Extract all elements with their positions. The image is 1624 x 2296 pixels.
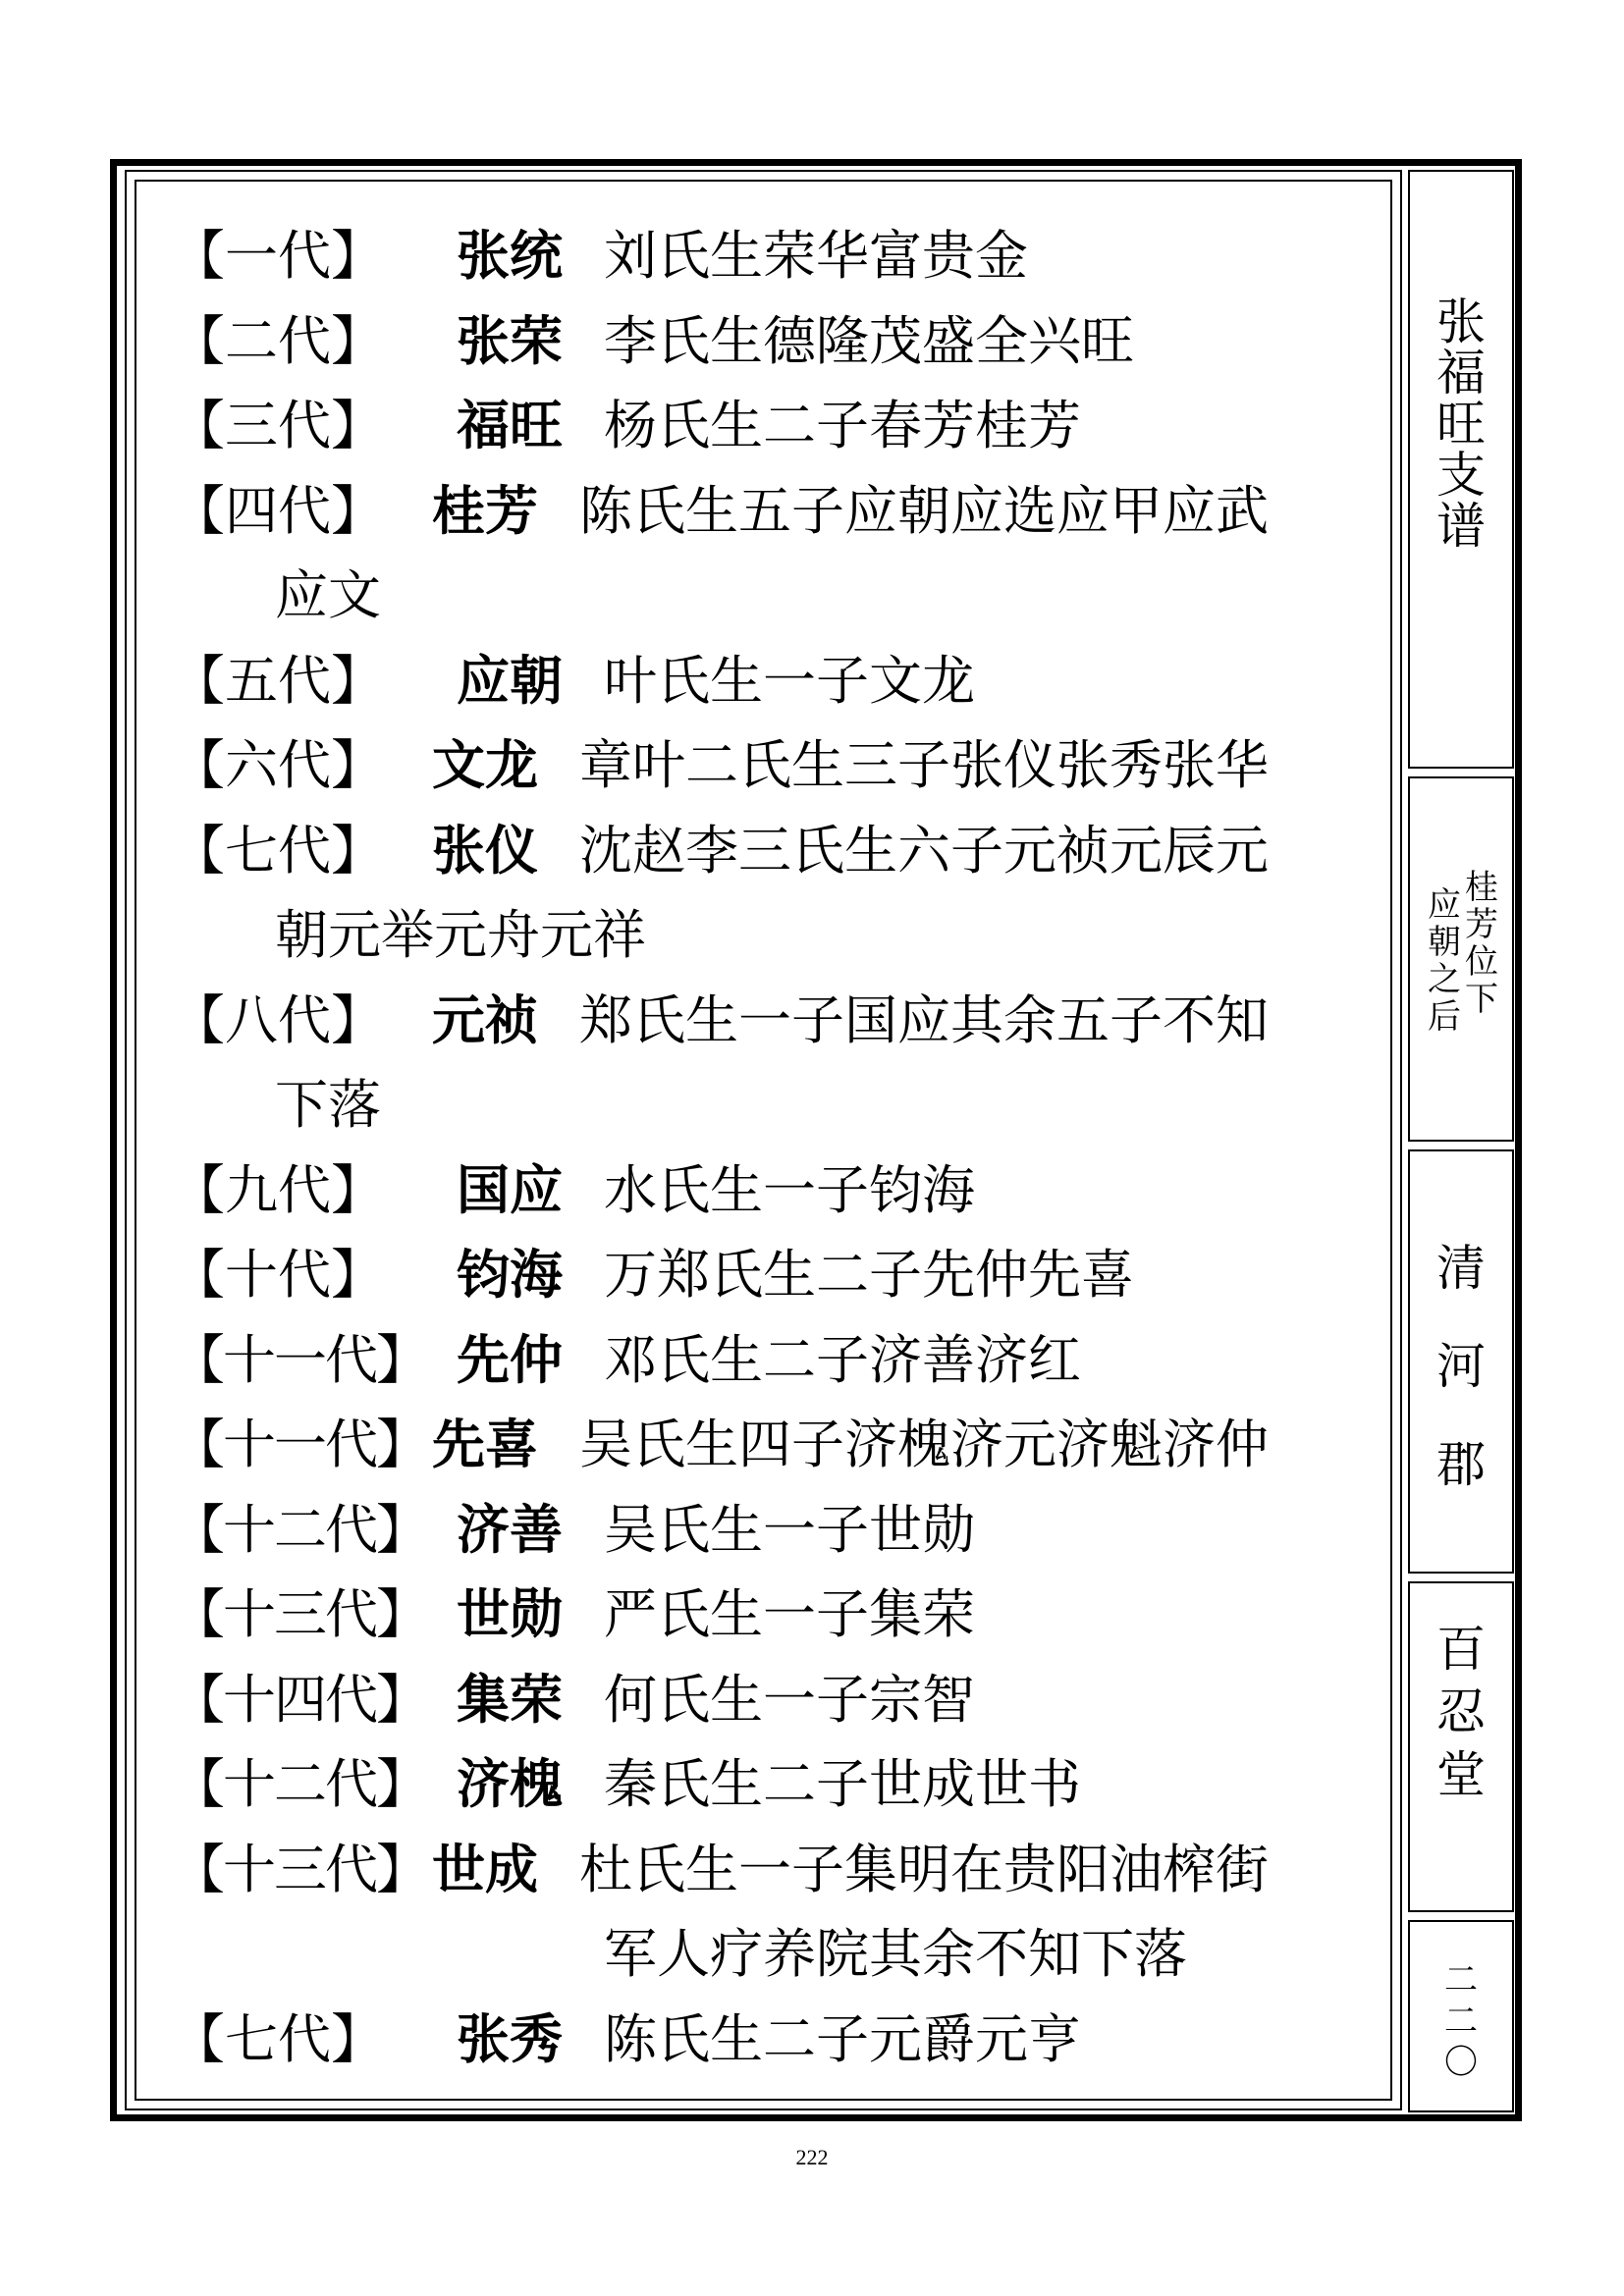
person-name: 桂芳 bbox=[432, 479, 538, 542]
entry-continuation: 军人疗养院其余不知下落 bbox=[604, 1923, 1187, 1985]
sidebar-char: 之 bbox=[1428, 960, 1461, 999]
entry-description: 水氏生一子钧海 bbox=[604, 1158, 975, 1221]
entry-description: 严氏生一子集荣 bbox=[604, 1583, 975, 1645]
sidebar-char: 下 bbox=[1465, 980, 1498, 1019]
person-name: 集荣 bbox=[457, 1668, 563, 1731]
entry-description: 章叶二氏生三子张仪张秀张华 bbox=[579, 734, 1269, 796]
entry-line bbox=[172, 1658, 1389, 1743]
entry-description: 万郑氏生二子先仲先喜 bbox=[604, 1244, 1134, 1306]
entry-line bbox=[172, 384, 1389, 469]
entry-continuation: 朝元举元舟元祥 bbox=[275, 904, 646, 966]
folio-number bbox=[1410, 1960, 1512, 2087]
generation-label: 【十二代】 bbox=[172, 1753, 427, 1815]
entry-description: 刘氏生荣华富贵金 bbox=[604, 225, 1028, 287]
sidebar-char: 百 bbox=[1436, 1621, 1486, 1678]
entry-line bbox=[172, 1573, 1389, 1658]
sidebar-char: 张 bbox=[1436, 294, 1486, 350]
genealogy-entries bbox=[172, 214, 1389, 2082]
entry-continuation: 应文 bbox=[275, 564, 381, 626]
entry-continuation-line bbox=[172, 554, 1389, 639]
sidebar-char: 二 bbox=[1444, 1960, 1478, 2000]
generation-label: 【五代】 bbox=[172, 649, 384, 712]
sidebar-char: 郡 bbox=[1436, 1436, 1486, 1493]
sidebar-char: 〇 bbox=[1444, 2043, 1478, 2082]
entry-description: 吴氏生一子世勋 bbox=[604, 1498, 975, 1561]
sidebar bbox=[1408, 170, 1518, 2118]
entry-description: 沈赵李三氏生六子元祯元辰元 bbox=[579, 819, 1269, 881]
entry-description: 吴氏生四子济槐济元济魁济仲 bbox=[579, 1414, 1269, 1475]
entry-line bbox=[172, 469, 1389, 555]
entry-continuation-line bbox=[172, 893, 1389, 979]
generation-label: 【三代】 bbox=[172, 395, 384, 456]
generation-label: 【九代】 bbox=[172, 1158, 384, 1221]
person-name: 先仲 bbox=[457, 1328, 563, 1391]
subtitle-right-column bbox=[1463, 868, 1500, 1020]
sidebar-char: 旺 bbox=[1436, 396, 1486, 453]
person-name: 文龙 bbox=[432, 734, 538, 796]
entry-line bbox=[172, 639, 1389, 724]
tang-name bbox=[1410, 1621, 1512, 1813]
subtitle-columns bbox=[1424, 868, 1502, 1067]
sidebar-char: 桂 bbox=[1465, 868, 1498, 907]
person-name: 世勋 bbox=[457, 1583, 563, 1645]
sidebar-char: 支 bbox=[1436, 447, 1486, 504]
generation-label: 【二代】 bbox=[172, 309, 384, 372]
person-name: 福旺 bbox=[457, 395, 563, 456]
hall-name bbox=[1410, 1240, 1512, 1538]
sidebar-char: 忍 bbox=[1436, 1683, 1486, 1740]
entry-description: 秦氏生二子世成世书 bbox=[604, 1753, 1081, 1815]
entry-description: 杜氏生一子集明在贵阳油榨街 bbox=[579, 1838, 1269, 1900]
generation-label: 【一代】 bbox=[172, 225, 384, 287]
generation-label: 【四代】 bbox=[172, 479, 384, 542]
entry-line bbox=[172, 979, 1389, 1064]
person-name: 济善 bbox=[457, 1498, 563, 1561]
page-number: 222 bbox=[795, 2145, 829, 2169]
subtitle-left-column bbox=[1426, 885, 1463, 1038]
generation-label: 【七代】 bbox=[172, 819, 384, 881]
generation-label: 【六代】 bbox=[172, 734, 384, 796]
person-name: 元祯 bbox=[432, 988, 538, 1051]
generation-label: 【十一代】 bbox=[172, 1328, 427, 1391]
person-name: 应朝 bbox=[457, 649, 563, 712]
entry-line bbox=[172, 1403, 1389, 1488]
sidebar-char: 堂 bbox=[1436, 1746, 1486, 1803]
entry-continuation-line bbox=[172, 1912, 1389, 1998]
generation-label: 【十三代】 bbox=[172, 1583, 427, 1645]
sidebar-char: 应 bbox=[1428, 885, 1461, 925]
generation-label: 【十代】 bbox=[172, 1244, 384, 1306]
entry-line bbox=[172, 1998, 1389, 2083]
entry-description: 杨氏生二子春芳桂芳 bbox=[604, 395, 1081, 456]
sidebar-char: 后 bbox=[1428, 997, 1461, 1037]
entry-description: 叶氏生一子文龙 bbox=[604, 649, 975, 712]
generation-label: 【八代】 bbox=[172, 988, 384, 1051]
entry-continuation: 下落 bbox=[275, 1074, 381, 1136]
person-name: 张仪 bbox=[432, 819, 538, 881]
entry-line bbox=[172, 723, 1389, 809]
entry-description: 陈氏生五子应朝应选应甲应武 bbox=[579, 479, 1269, 542]
entry-line bbox=[172, 1233, 1389, 1318]
generation-label: 【十三代】 bbox=[172, 1838, 427, 1900]
person-name: 世成 bbox=[432, 1838, 538, 1900]
person-name: 张荣 bbox=[457, 309, 563, 372]
sidebar-char: 河 bbox=[1436, 1338, 1486, 1395]
entry-line bbox=[172, 1828, 1389, 1913]
sidebar-char: 朝 bbox=[1428, 923, 1461, 962]
sidebar-char: 福 bbox=[1436, 345, 1486, 401]
entry-description: 何氏生一子宗智 bbox=[604, 1668, 975, 1731]
entry-line bbox=[172, 1318, 1389, 1404]
person-name: 国应 bbox=[457, 1158, 563, 1221]
sidebar-folio-box bbox=[1408, 1920, 1514, 2112]
person-name: 张统 bbox=[457, 225, 563, 287]
sidebar-char: 二 bbox=[1444, 2002, 1478, 2041]
entry-line bbox=[172, 214, 1389, 299]
sidebar-char: 谱 bbox=[1436, 498, 1486, 555]
sidebar-subtitle-box bbox=[1408, 776, 1514, 1142]
generation-label: 【七代】 bbox=[172, 2007, 384, 2070]
sidebar-char: 芳 bbox=[1465, 905, 1498, 944]
branch-title bbox=[1410, 294, 1512, 555]
person-name: 钧海 bbox=[457, 1244, 563, 1306]
entry-line bbox=[172, 809, 1389, 894]
sidebar-title-box bbox=[1408, 170, 1514, 769]
sidebar-hall-box bbox=[1408, 1149, 1514, 1574]
sidebar-char: 清 bbox=[1436, 1240, 1486, 1297]
entry-continuation-line bbox=[172, 1063, 1389, 1148]
person-name: 先喜 bbox=[432, 1414, 538, 1475]
entry-line bbox=[172, 1148, 1389, 1234]
generation-label: 【十四代】 bbox=[172, 1668, 427, 1731]
entry-line bbox=[172, 1742, 1389, 1828]
generation-label: 【十二代】 bbox=[172, 1498, 427, 1561]
sidebar-tang-box bbox=[1408, 1581, 1514, 1912]
person-name: 张秀 bbox=[457, 2007, 563, 2070]
entry-description: 邓氏生二子济善济红 bbox=[604, 1328, 1081, 1391]
entry-description: 李氏生德隆茂盛全兴旺 bbox=[604, 309, 1134, 372]
sidebar-char: 位 bbox=[1465, 942, 1498, 982]
entry-line bbox=[172, 299, 1389, 385]
entry-line bbox=[172, 1488, 1389, 1574]
person-name: 济槐 bbox=[457, 1753, 563, 1815]
generation-label: 【十一代】 bbox=[172, 1414, 427, 1475]
entry-description: 郑氏生一子国应其余五子不知 bbox=[579, 988, 1269, 1051]
entry-description: 陈氏生二子元爵元亨 bbox=[604, 2007, 1081, 2070]
